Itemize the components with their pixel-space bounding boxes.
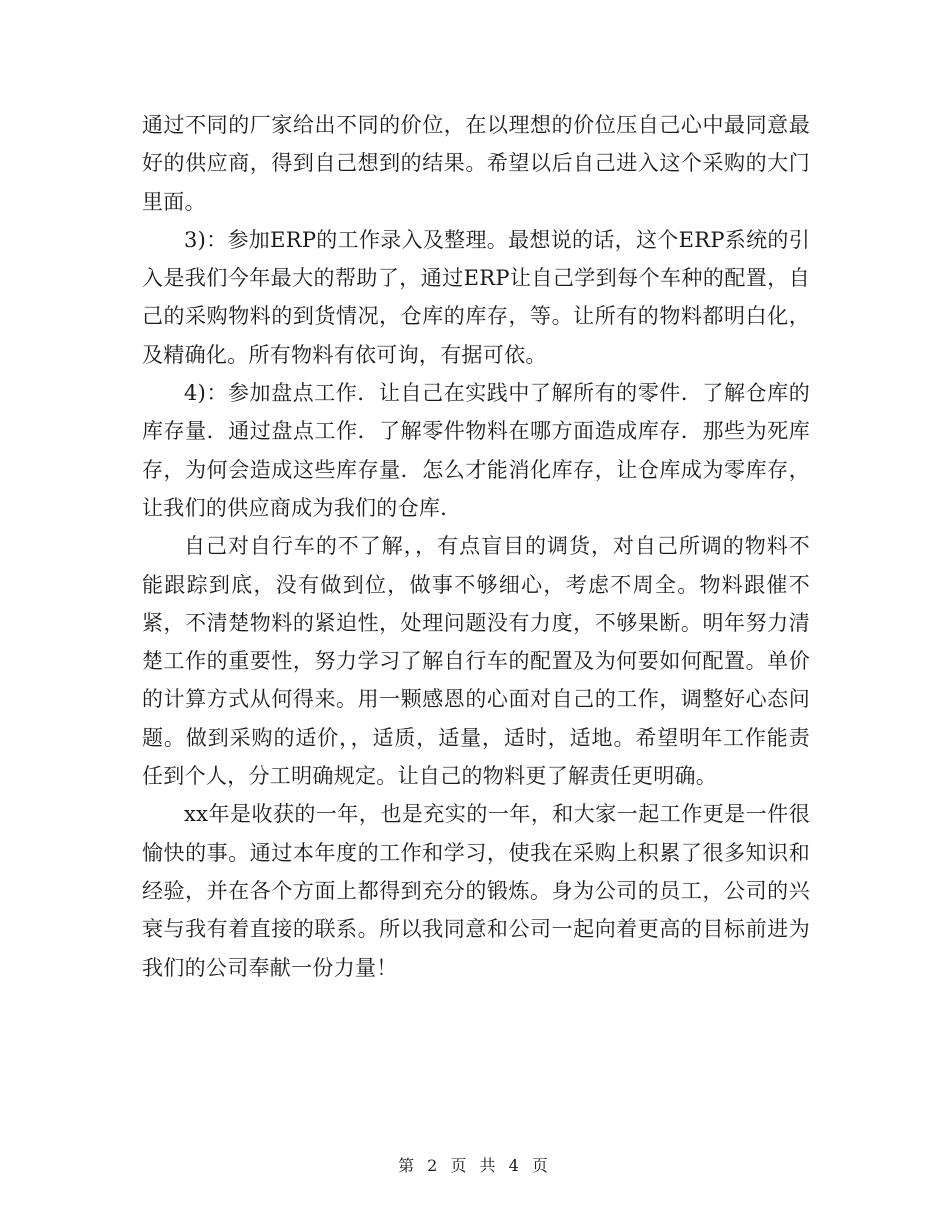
paragraph-inventory: 4)：参加盘点工作．让自己在实践中了解所有的零件．了解仓库的库存量．通过盘点工作．了解零件物料在哪方面造成库存．那些为死库存，为何会造成这些库存量．怎么才能消化库存，让仓库成为零库存，让我们的供应商成为我们的仓库． xyxy=(142,381,810,520)
page-number-footer: 第 2 页 共 4 页 xyxy=(398,1156,552,1175)
paragraph-erp: 3)：参加ERP的工作录入及整理。最想说的话，这个ERP系统的引入是我们今年最大的帮助了，通过ERP让自己学到每个车种的配置，自己的采购物料的到货情况，仓库的库存，等。让所有的物料都明白化，及精确化。所有物料有依可询，有据可依。 xyxy=(142,227,810,367)
paragraph-conclusion: xx年是收获的一年，也是充实的一年，和大家一起工作更是一件很愉快的事。通过本年度的工作和学习，使我在采购上积累了很多知识和经验，并在各个方面上都得到充分的锻炼。身为公司的员工，公司的兴衰与我有着直接的联系。所以我同意和公司一起向着更高的目标前进为我们的公司奉献一份力量！ xyxy=(142,802,810,980)
paragraph-shortcomings: 自己对自行车的不了解，，有点盲目的调货，对自己所调的物料不能跟踪到底，没有做到位，做事不够细心，考虑不周全。物料跟催不紧，不清楚物料的紧迫性，处理问题没有力度，不够果断。明年努力清楚工作的重要性，努力学习了解自行车的配置及为何要如何配置。单价的计算方式从何得来。用一颗感恩的心面对自己的工作，调整好心态问题。做到采购的适价，，适质，适量，适时，适地。希望明年工作能责任到个人，分工明确规定。让自己的物料更了解责任更明确。 xyxy=(142,534,810,789)
body-text xyxy=(142,106,810,987)
paragraph-continuation: 通过不同的厂家给出不同的价位，在以理想的价位压自己心中最同意最好的供应商，得到自己想到的结果。希望以后自己进入这个采购的大门里面。 xyxy=(142,113,810,214)
